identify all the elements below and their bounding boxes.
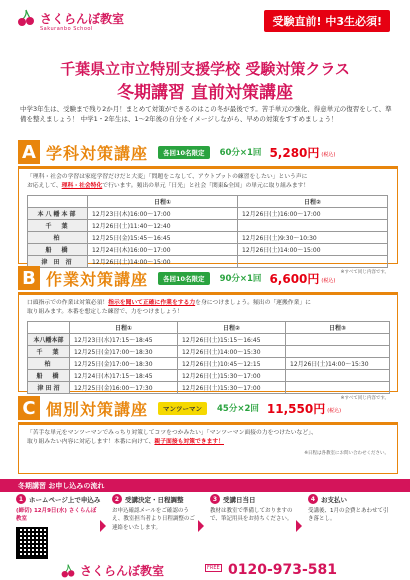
date-cell: 12月24日(木)17:15〜18:45 [70, 369, 178, 381]
section-c-pill: マンツーマン [158, 402, 207, 415]
section-c-box [18, 422, 398, 474]
campus-cell: 千 葉 [28, 219, 88, 231]
step-number: 3 [210, 494, 220, 504]
section-a-note: ※すべて同じ内容です。 [340, 269, 389, 275]
section-b-tax: (税込) [321, 278, 336, 284]
step-title: 受講決定・日程調整 [125, 495, 184, 504]
section-a-description [19, 169, 397, 193]
section-a-desc-highlight: 理科・社会特化 [61, 182, 103, 189]
section-c-title: 個別対策講座 [46, 399, 149, 419]
section-c-tax: (税込) [327, 408, 342, 414]
date-cell: 12月25日(金)15:45〜16:45 [88, 231, 238, 243]
campus-cell: 本八幡本部 [28, 333, 70, 345]
section-a-header [18, 140, 398, 164]
table-header: 日程① [70, 321, 178, 333]
free-dial-label: FREE [207, 565, 220, 571]
date-cell: 12月26日(土)9:30〜10:30 [238, 231, 388, 243]
section-b-desc-2: を身につけましょう。頻出の「運搬作業」に [195, 300, 311, 306]
arrow-right-icon [100, 520, 106, 532]
campus-cell: 柏 [28, 231, 88, 243]
date-cell: 12月25日(金)17:00〜18:30 [70, 357, 178, 369]
step-text: (締切) 12月9日(水) さくらんぼ教室 [16, 508, 97, 523]
step-text: 教材は教室で準備しておりますので、筆記用具をお持ちください。 [210, 508, 293, 523]
table-row [28, 207, 388, 219]
campus-cell: 津 田 沼 [28, 255, 88, 267]
section-a-desc-3: で行います。頻出の単元「日光」と社会「関東&全国」の単元に取り組みます！ [102, 182, 310, 189]
table-header: 日程③ [286, 321, 390, 333]
table-header: 日程② [238, 195, 388, 207]
section-a-price: 5,280円 [269, 145, 320, 160]
section-b-letter: B [18, 266, 40, 290]
flow-step-head [112, 494, 197, 504]
date-cell: 12月26日(土)14:00〜15:00 [88, 255, 238, 267]
flow-step-head [16, 494, 101, 504]
step-text: お申込確認メールをご確認のうえ、教室担当者より日程調整のご連絡をいたします。 [112, 508, 195, 531]
section-c-duration: 45分×2回 [217, 404, 259, 414]
arrow-right-icon [198, 520, 204, 532]
section-a-desc-2: お応えして、 [27, 182, 62, 189]
section-b-header [18, 266, 398, 290]
section-c-desc-1: 「苦手な単元をマンツーマンでみっちり対策してコツをつかみたい」「マンツーマン面接の力をつけたいなど」、 [27, 430, 317, 436]
date-cell: 12月26日(土)16:00〜17:00 [238, 207, 388, 219]
intro-text: 中学3年生は、受験まで残り2か月！まとめて対策ができるのはこの冬が最後です。苦手単元の強化、得意単元の復習をして、準備を整えましょう！ 中学1・2年生は、1〜2年後の自分をイメージしながら、早めの対策をすすめましょう！ [20, 105, 392, 124]
table-header [28, 195, 88, 207]
footer-logo-text: さくらんぼ教室 [80, 564, 165, 578]
campus-cell: 本八幡本部 [28, 207, 88, 219]
table-row [28, 369, 390, 381]
campus-cell: 津 田 沼 [28, 381, 70, 393]
section-c-desc-highlight: 親子面接も対策できます！ [154, 438, 224, 445]
section-c-note: ※日程は各教室にお問い合わせください。 [304, 450, 389, 456]
section-b-desc-3: 取り組みます。本番を想定した練習で、力をつけましょう！ [27, 308, 183, 315]
date-cell [286, 369, 390, 381]
date-cell [286, 381, 390, 393]
date-cell [238, 219, 388, 231]
step-number: 2 [112, 494, 122, 504]
section-a-schedule-table [27, 195, 388, 268]
section-b-pill: 各回10名限定 [158, 272, 210, 285]
step-title: お支払い [321, 495, 347, 504]
flow-step-1 [16, 494, 101, 564]
flow-step-head [308, 494, 393, 504]
section-a-title: 学科対策講座 [46, 143, 149, 163]
date-cell: 12月26日(土)15:30〜17:00 [178, 381, 286, 393]
table-row [28, 357, 390, 369]
exam-badge: 受験直前! 中3生必須! [264, 10, 390, 32]
section-a-box [18, 166, 398, 275]
table-row [28, 243, 388, 255]
section-b-duration: 90分×1回 [219, 274, 262, 284]
section-c-header [18, 396, 398, 420]
campus-cell: 船 橋 [28, 369, 70, 381]
section-c-price: 11,550円 [266, 401, 326, 416]
date-cell: 12月26日(土)15:30〜17:00 [178, 369, 286, 381]
section-b-note: ※すべて同じ内容です。 [340, 395, 389, 401]
table-row [28, 333, 390, 345]
date-cell: 12月26日(土)15:15〜16:45 [178, 333, 286, 345]
phone-number[interactable]: 0120-973-581 [228, 562, 338, 578]
cherry-icon [60, 563, 76, 579]
flow-bar: 冬期講習 お申し込みの流れ [0, 479, 410, 492]
logo-text: さくらんぼ教室 [40, 11, 125, 26]
brand-logo[interactable] [16, 8, 124, 28]
table-row [28, 381, 390, 393]
footer [0, 560, 410, 580]
step-number: 4 [308, 494, 318, 504]
section-b-box [18, 292, 398, 401]
section-c-desc-2: 取り組みたい内容に対応します！本番に向けて、 [27, 438, 155, 445]
table-row [28, 231, 388, 243]
date-cell: 12月26日(土)14:00〜15:30 [286, 357, 390, 369]
date-cell: 12月25日(金)17:00〜18:30 [70, 345, 178, 357]
section-b-title: 作業対策講座 [46, 269, 149, 289]
flow-step-head [210, 494, 295, 504]
date-cell: 12月23日(木)16:00〜17:00 [88, 207, 238, 219]
table-row [28, 219, 388, 231]
date-cell: 12月23日(水)17:15〜18:45 [70, 333, 178, 345]
section-a-duration: 60分×1回 [219, 148, 262, 158]
section-a-pill: 各回10名限定 [158, 146, 210, 159]
campus-cell: 千 葉 [28, 345, 70, 357]
section-b-description [19, 295, 397, 319]
date-cell: 12月24日(木)16:00〜17:00 [88, 243, 238, 255]
flow-step-4 [308, 494, 393, 564]
flow-step-3 [210, 494, 295, 564]
arrow-right-icon [296, 520, 302, 532]
step-text: 受講後、1月の会費とあわせて引き落とし。 [308, 508, 389, 523]
footer-logo[interactable] [60, 562, 164, 579]
table-header: 日程② [178, 321, 286, 333]
table-header: 日程① [88, 195, 238, 207]
campus-cell: 柏 [28, 357, 70, 369]
title-line-1: 千葉県立市立特別支援学校 受験対策クラス [60, 60, 350, 78]
section-a-tax: (税込) [321, 152, 336, 158]
section-c-letter: C [18, 396, 40, 420]
section-c-description [19, 425, 397, 449]
cherry-icon [16, 8, 36, 28]
section-b-price: 6,600円 [269, 271, 320, 286]
step-number: 1 [16, 494, 26, 504]
date-cell: 12月25日(金)16:00〜17:30 [70, 381, 178, 393]
section-a-desc-1: 「理科・社会の学習は家庭学習だけだと大変」「問題をこなして、アウトプットの練習をしたい」という声に [27, 174, 308, 180]
date-cell: 12月26日(土)14:00〜15:00 [238, 243, 388, 255]
date-cell: 12月26日(土)14:00〜15:30 [178, 345, 286, 357]
table-row [28, 345, 390, 357]
section-b-desc-1: 口頭指示での作業は対策必須！ [27, 300, 109, 306]
title-line-2: 冬期講習 直前対策講座 [117, 83, 293, 103]
qr-code[interactable] [16, 527, 48, 559]
date-cell: 12月26日(土)11:40〜12:40 [88, 219, 238, 231]
section-b-schedule-table [27, 321, 390, 394]
date-cell [286, 333, 390, 345]
date-cell: 12月26日(土)10:45〜12:15 [178, 357, 286, 369]
date-cell [286, 345, 390, 357]
section-a-letter: A [18, 140, 40, 164]
step-title: ホームページ上で申込み [29, 495, 101, 504]
step-title: 受講日当日 [223, 495, 256, 504]
table-header [28, 321, 70, 333]
logo-subtitle: Sakuranbo School [40, 26, 93, 32]
section-b-desc-highlight: 指示を聞いて正確に作業をする力 [108, 300, 196, 306]
campus-cell: 船 橋 [28, 243, 88, 255]
flow-step-2 [112, 494, 197, 564]
